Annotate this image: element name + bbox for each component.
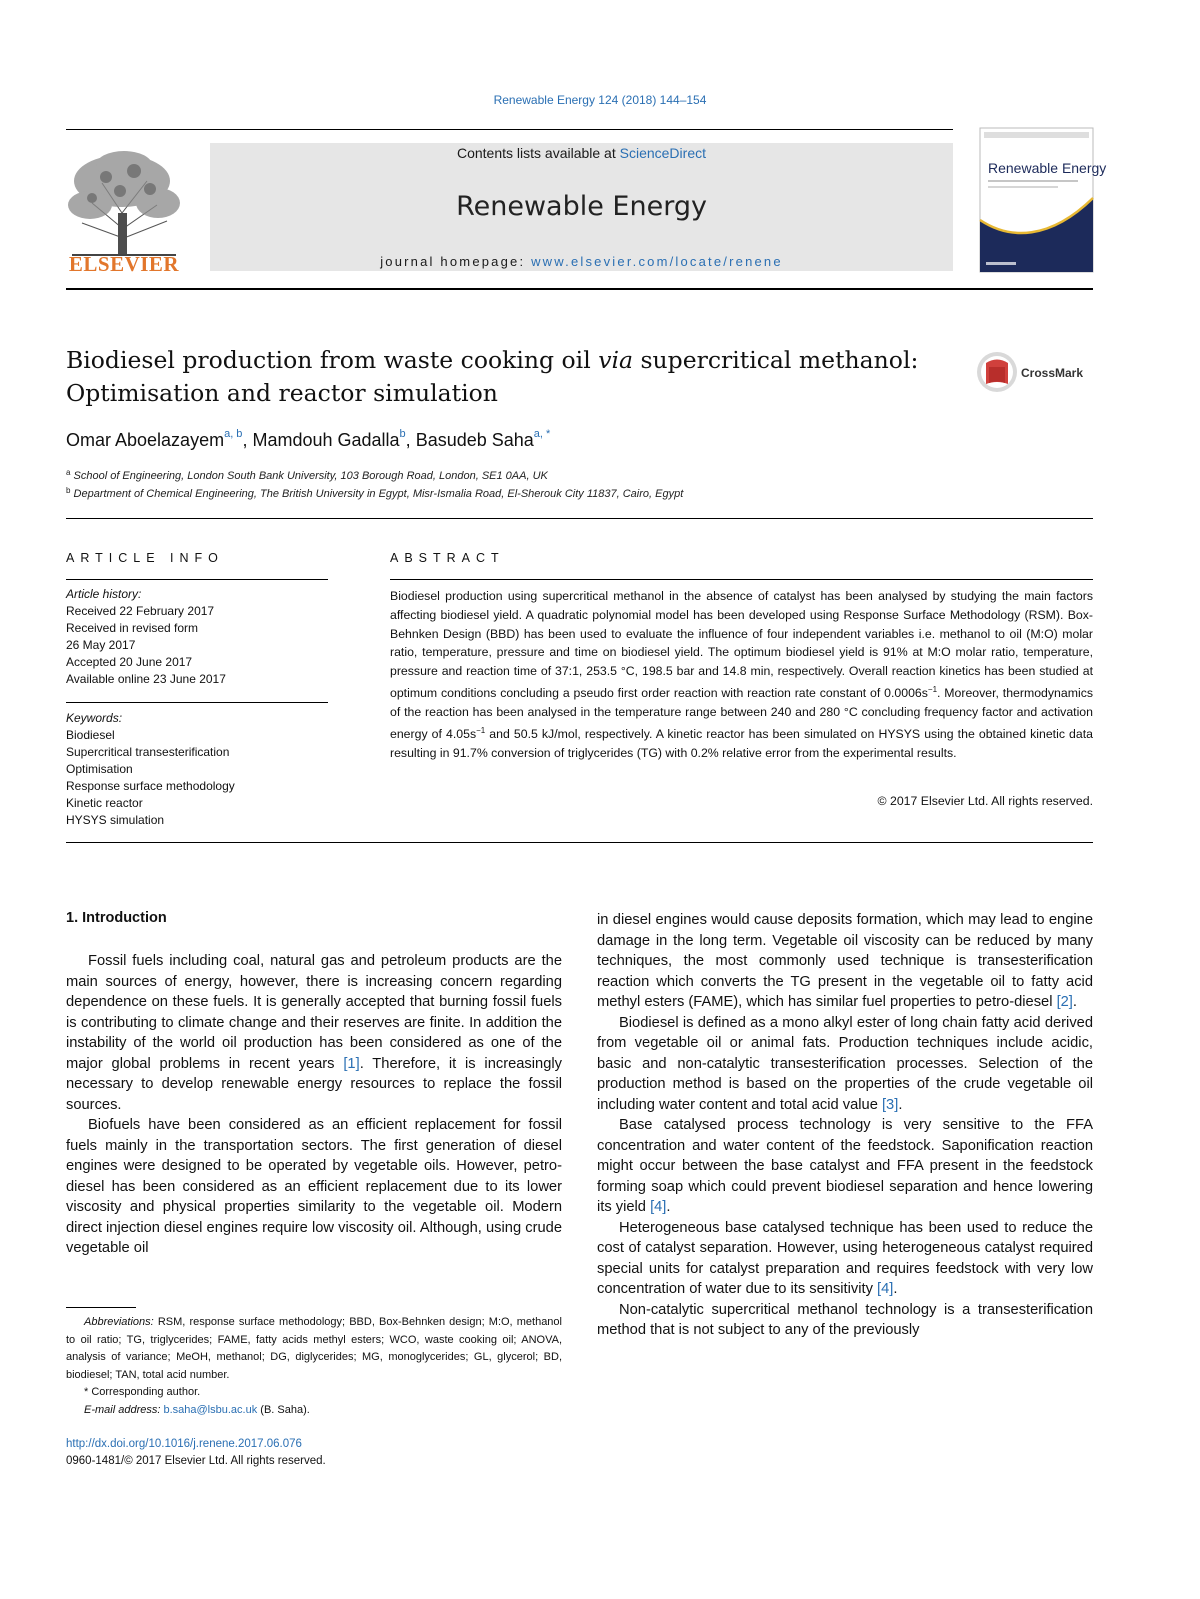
title-part1: Biodiesel production from waste cooking oil xyxy=(66,346,599,374)
svg-text:CrossMark: CrossMark xyxy=(1021,366,1084,380)
keywords-label: Keywords: xyxy=(66,711,123,725)
abstract-bottom-rule xyxy=(66,842,1093,843)
affiliation xyxy=(66,468,548,482)
keyword: Optimisation xyxy=(66,762,133,776)
footnote-rule xyxy=(66,1307,136,1308)
article-title xyxy=(66,344,956,410)
body-paragraph xyxy=(597,1218,1093,1300)
body-paragraph xyxy=(597,1115,1093,1218)
corresponding-author-note: * Corresponding author. xyxy=(84,1386,201,1398)
affiliation-mark: b xyxy=(66,486,71,495)
paragraph-text: . xyxy=(893,1281,898,1297)
body-paragraph xyxy=(66,1115,562,1259)
article-history-label: Article history: xyxy=(66,587,142,601)
paragraph-text: . Therefore, it is increasingly necessary to develop renewable energy resources to replace the fossil sources. xyxy=(66,1055,562,1113)
affiliation-text: School of Engineering, London South Bank University, 103 Borough Road, London, SE1 0AA, UK xyxy=(73,470,548,482)
keyword: Kinetic reactor xyxy=(66,796,143,810)
footnotes xyxy=(66,1314,562,1419)
reference-link[interactable]: [3] xyxy=(881,1096,899,1113)
paragraph-text: . xyxy=(1072,994,1077,1010)
keywords-rule xyxy=(66,702,328,703)
abstract-superscript: −1 xyxy=(476,725,486,735)
paragraph-text: . xyxy=(898,1096,903,1113)
article-history xyxy=(66,586,328,688)
paragraph-text: Non-catalytic supercritical methanol technology is a transesterification method that is not subject to any of the previously xyxy=(597,1301,1093,1338)
keyword: HYSYS simulation xyxy=(66,813,165,827)
journal-cover-thumbnail[interactable] xyxy=(980,128,1107,272)
svg-text:Renewable Energy: Renewable Energy xyxy=(988,160,1107,176)
contents-prefix: Contents lists available at xyxy=(456,145,620,161)
section-heading-introduction: 1. Introduction xyxy=(66,910,167,926)
author-email-link[interactable]: b.saha@lsbu.ac.uk xyxy=(163,1403,258,1416)
abbreviations-label: Abbreviations: xyxy=(84,1316,154,1328)
paragraph-text: Fossil fuels including coal, natural gas and petroleum products are the main sources of energy, however, there is increasing concern regarding dependence on these fuels. It is generally accepted that burning fossil fuels is contributing to climate change and their reserves are finite. In addition the instability of the world oil production has been considered as one of the major global problems in recent years xyxy=(66,953,562,1072)
author-list xyxy=(66,428,966,451)
article-info-rule xyxy=(66,579,328,580)
author-affiliation-mark[interactable]: a, * xyxy=(533,428,551,440)
title-italic: via xyxy=(598,346,633,374)
author-name[interactable]: Omar Aboelazayem xyxy=(66,430,225,450)
keyword: Biodiesel xyxy=(66,728,115,742)
affiliation-text: Department of Chemical Engineering, The British University in Egypt, Misr-Ismalia Road, El-Sherouk City 11837, Cairo, Egypt xyxy=(73,488,684,500)
journal-title: Renewable Energy xyxy=(456,191,707,222)
reference-link[interactable]: [1] xyxy=(343,1055,360,1072)
elsevier-tree-icon xyxy=(62,143,186,276)
paragraph-text: . xyxy=(666,1199,671,1215)
email-label: E-mail address: xyxy=(84,1403,164,1416)
history-entry: Available online 23 June 2017 xyxy=(66,672,226,686)
article-info-heading: ARTICLE INFO xyxy=(66,551,224,565)
sciencedirect-link[interactable]: ScienceDirect xyxy=(619,145,706,161)
author-separator: , xyxy=(242,430,253,450)
body-left-column xyxy=(66,951,562,1259)
body-right-column xyxy=(597,910,1093,1341)
header-bottom-rule xyxy=(66,288,1093,290)
body-paragraph xyxy=(597,1013,1093,1116)
body-paragraph xyxy=(597,1300,1093,1341)
abstract-part: and 50.5 kJ/mol, respectively. A kinetic reactor has been simulated on HYSYS using the obtained kinetic data resulting in 91.7% conversion of triglycerides (TG) with 0.2% relative error from the experimental results. xyxy=(390,726,1093,760)
abstract-part: Biodiesel production using supercritical methanol in the absence of catalyst has been analysed by studying the main factors affecting biodiesel yield. A quadratic polynomial model has been developed using Response Surface Methodology (RSM). Box-Behnken Design (BBD) has been used to evaluate the influence of four independent variables i.e. methanol to oil (M:O) molar ratio, temperature, pressure and time on biodiesel yield. The optimum biodiesel yield is 91% at M:O molar ratio, temperature, pressure and reaction time of 37:1, 253.5 °C, 198.5 bar and 14.8 min, respectively. Overall reaction kinetics has been studied at optimum conditions concluding a pseudo first order reaction with reaction rate constant of 0.0006s xyxy=(390,589,1093,701)
abstract-superscript: −1 xyxy=(927,684,938,694)
body-paragraph xyxy=(66,951,562,1115)
journal-cover-image xyxy=(980,128,1107,272)
title-part2: supercritical methanol: Optimisation and reactor simulation xyxy=(66,346,919,407)
crossmark-badge[interactable] xyxy=(975,350,1097,394)
journal-banner xyxy=(210,143,953,271)
paragraph-text: Base catalysed process technology is very sensitive to the FFA concentration and water content of the feedstock. Saponification reaction might occur between the base catalyst and FFA present in the feedstock forming soap which could prevent biodiesel separation and hence lowering its yield xyxy=(597,1117,1093,1215)
author-name[interactable]: Mamdouh Gadalla xyxy=(252,430,400,450)
contents-line xyxy=(210,145,953,161)
crossmark-icon xyxy=(975,350,1097,394)
svg-text:ELSEVIER: ELSEVIER xyxy=(68,252,180,276)
homepage-prefix: journal homepage: xyxy=(380,254,532,269)
email-footnote xyxy=(66,1402,562,1420)
paragraph-text: Biodiesel is defined as a mono alkyl ester of long chain fatty acid derived from vegetable oil or animal fats. Production techniques include acidic, basic and non-catalytic transesterification processes. Selection of the production method is based on the properties of the crude vegetable oil including water content and total acid value xyxy=(597,1014,1093,1113)
history-entry: Accepted 20 June 2017 xyxy=(66,655,193,669)
paragraph-text: Biofuels have been considered as an efficient replacement for fossil fuels mainly in the transportation sectors. The first generation of diesel engines were designed to be operated by vegetable oils. However, petro-diesel has been considered as an efficient replacement due to its lower viscosity and physical properties similarity to the vegetable oil. Modern direct injection diesel engines require low viscosity oil. Although, using crude vegetable oil xyxy=(66,1117,562,1256)
reference-link[interactable]: [4] xyxy=(650,1199,667,1215)
history-entry: Received in revised form xyxy=(66,621,199,635)
abbreviations-text: RSM, response surface methodology; BBD, Box-Behnken design; M:O, methanol to oil ratio; TG, triglycerides; FAME, fatty acids methyl esters; WCO, waste cooking oil; ANOVA, analysis of variance; MeOH, methanol; DG, diglycerides; MG, monoglycerides; GL, glycerol; BD, biodiesel; TAN, total acid number. xyxy=(66,1316,562,1381)
homepage-link[interactable]: www.elsevier.com/locate/renene xyxy=(531,254,783,269)
author-separator: , xyxy=(405,430,416,450)
abstract-part: . Moreover, thermodynamics of the reaction has been analysed in the temperature range between 240 and 280 °C concluding frequency factor and activation energy of 4.05s xyxy=(390,686,1093,741)
journal-citation[interactable]: Renewable Energy 124 (2018) 144–154 xyxy=(493,93,707,107)
body-paragraph xyxy=(597,910,1093,1013)
abstract-text xyxy=(390,587,1093,762)
affiliation-mark: a xyxy=(66,468,71,477)
header-top-rule xyxy=(66,129,953,130)
author-affiliation-mark[interactable]: a, b xyxy=(224,428,243,440)
affiliation-rule xyxy=(66,518,1093,519)
reference-link[interactable]: [4] xyxy=(877,1281,894,1297)
elsevier-logo[interactable] xyxy=(62,143,186,276)
email-suffix: (B. Saha). xyxy=(257,1403,310,1416)
paragraph-text: Heterogeneous base catalysed technique has been used to reduce the cost of catalyst separation. However, using heterogeneous catalyst required special units for catalyst preparation and requires feedstock with very low concentration of water due to its sensitivity xyxy=(597,1219,1093,1297)
history-entry: 26 May 2017 xyxy=(66,638,136,652)
reference-link[interactable]: [2] xyxy=(1056,994,1073,1010)
abstract-heading: ABSTRACT xyxy=(390,551,505,565)
doi-link[interactable]: http://dx.doi.org/10.1016/j.renene.2017.06.076 xyxy=(66,1438,302,1450)
affiliation xyxy=(66,486,683,500)
author-name[interactable]: Basudeb Saha xyxy=(415,430,534,450)
journal-homepage-line xyxy=(210,254,953,269)
abstract-copyright: © 2017 Elsevier Ltd. All rights reserved. xyxy=(877,794,1093,808)
author-affiliation-mark[interactable]: b xyxy=(399,428,406,440)
issn-copyright: 0960-1481/© 2017 Elsevier Ltd. All rights reserved. xyxy=(66,1455,326,1467)
abstract-rule xyxy=(390,579,1093,580)
keyword: Supercritical transesterification xyxy=(66,745,230,759)
history-entry: Received 22 February 2017 xyxy=(66,604,215,618)
abbreviations-footnote xyxy=(66,1314,562,1384)
keyword: Response surface methodology xyxy=(66,779,235,793)
keywords xyxy=(66,710,328,829)
paragraph-text: in diesel engines would cause deposits formation, which may lead to engine damage in the long term. Vegetable oil viscosity can be reduced by many techniques, the most commonly used technique is transesterification reaction which converts the TG present in the vegetable oil to fatty acid methyl esters (FAME), which has similar fuel properties to petro-diesel xyxy=(597,912,1093,1010)
